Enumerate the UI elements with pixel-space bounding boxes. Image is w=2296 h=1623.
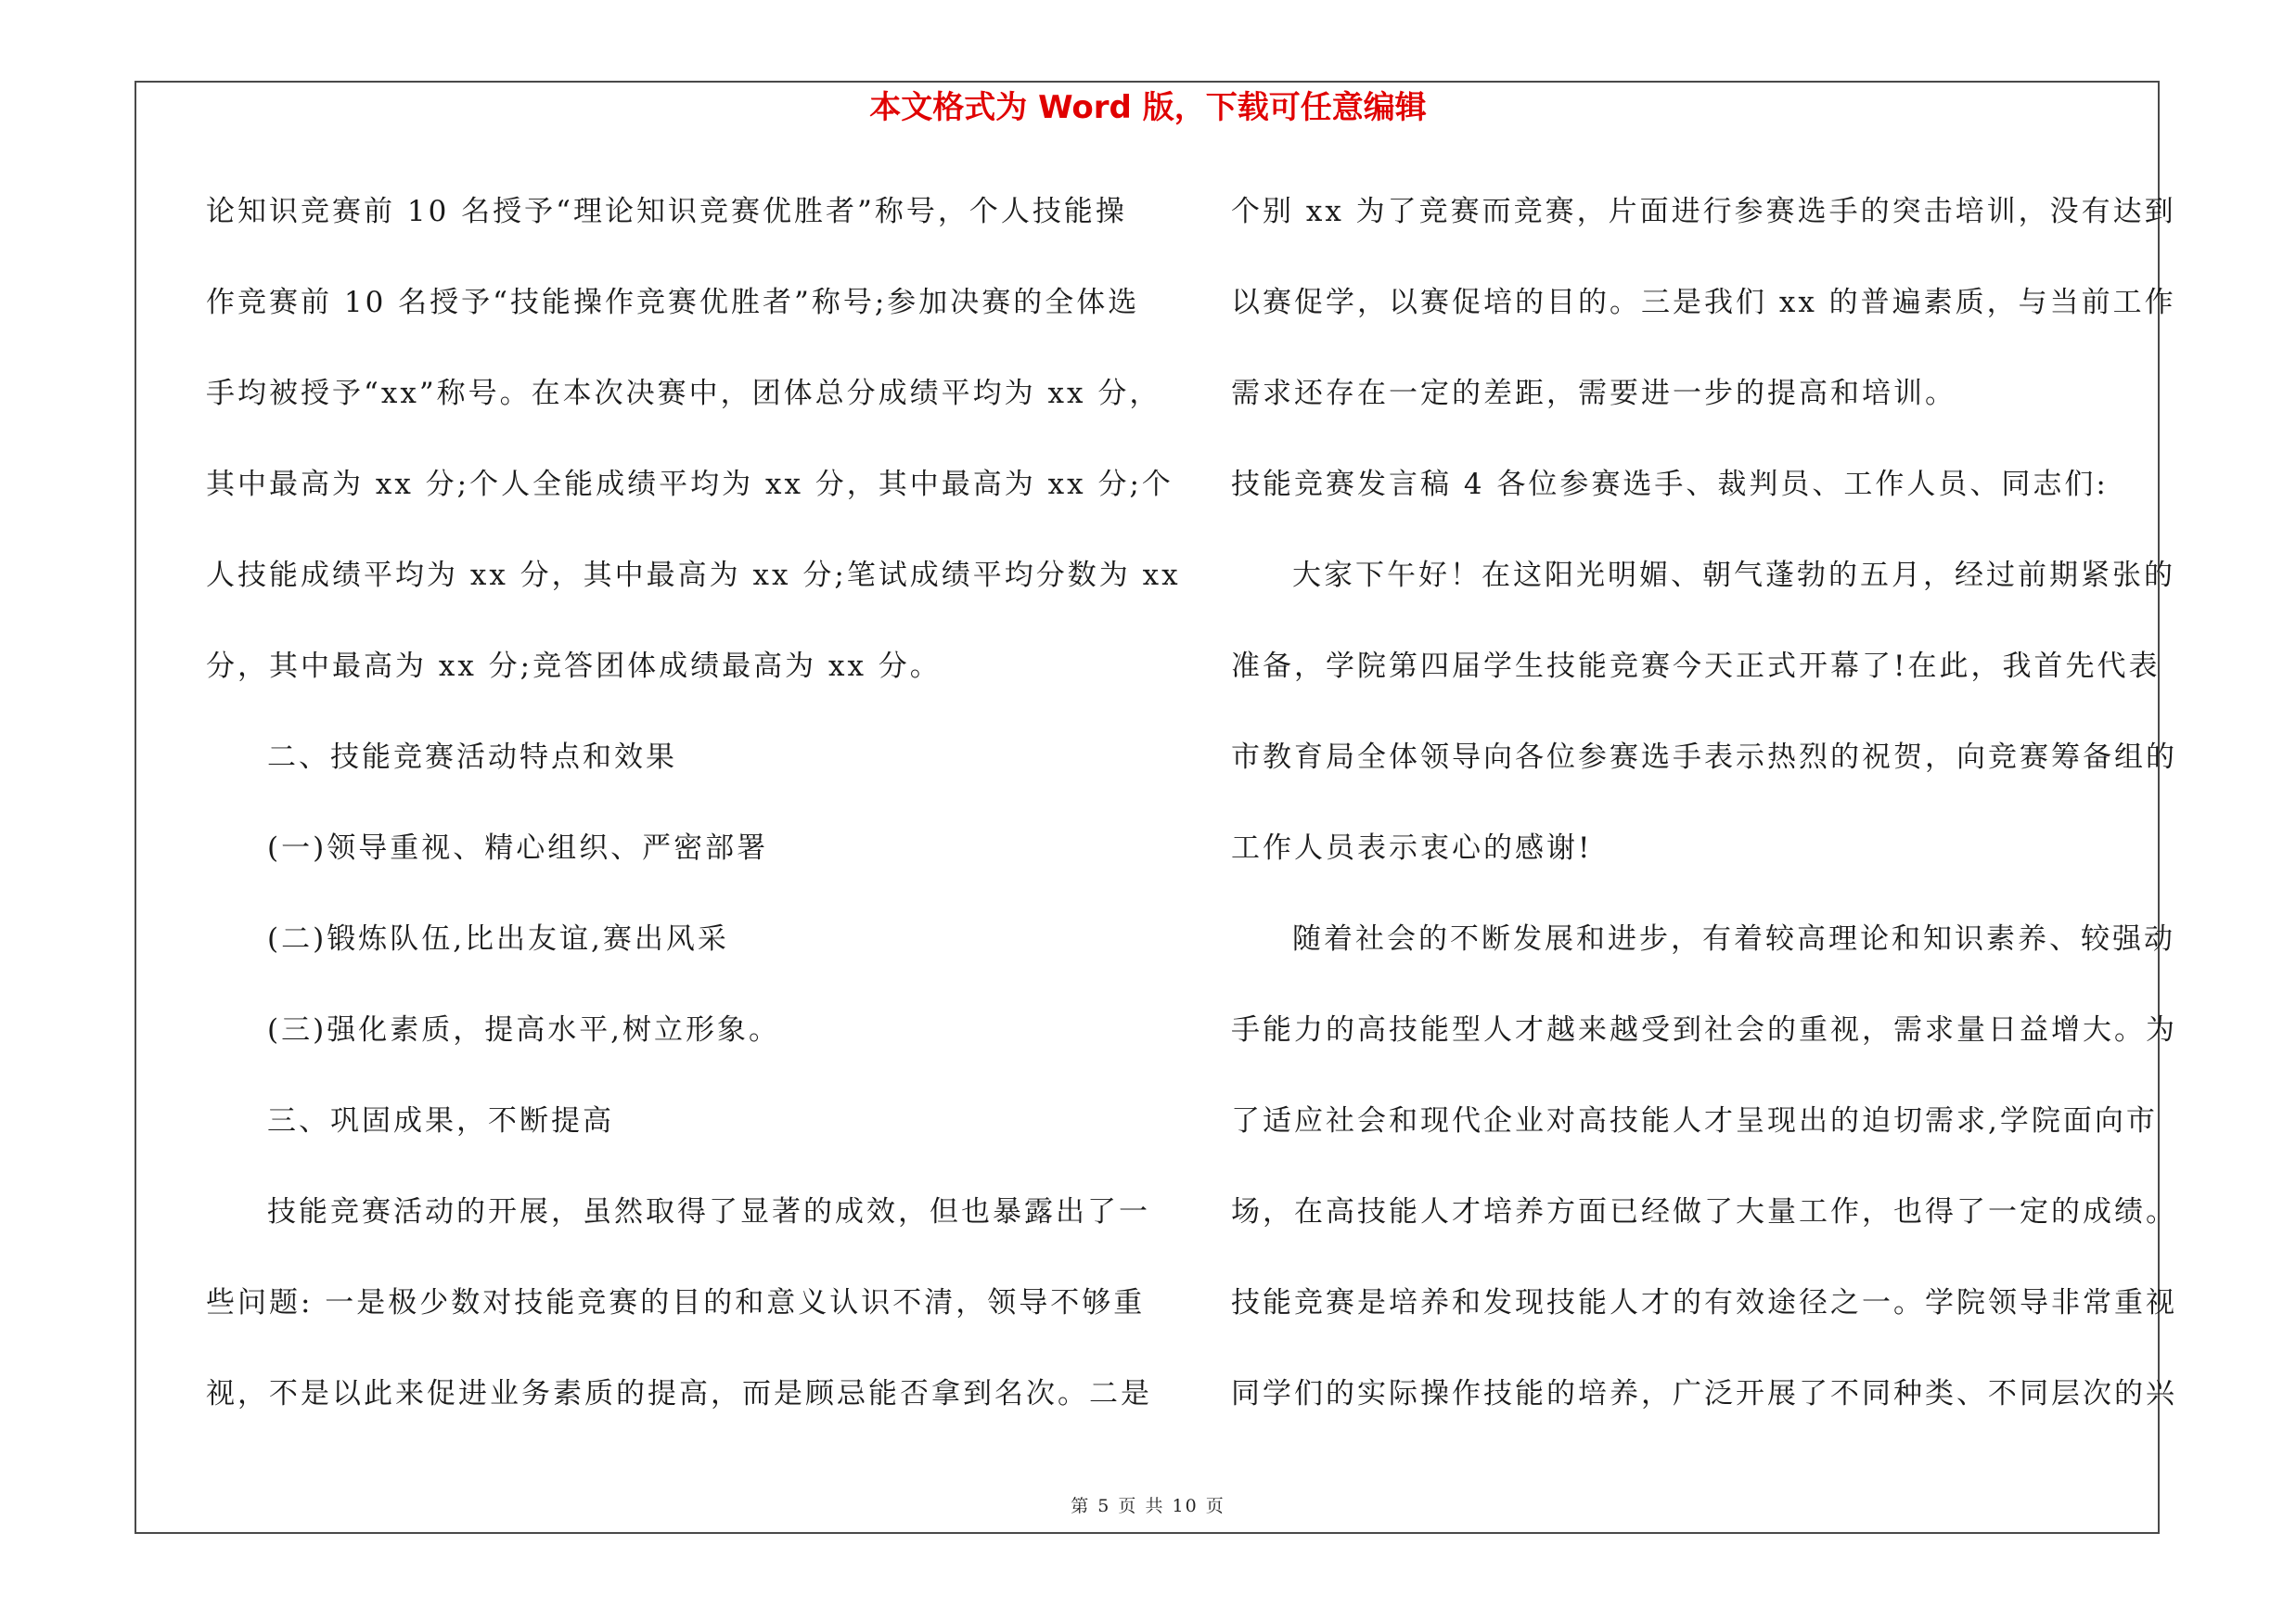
text-line: 些问题: 一是极少数对技能竞赛的目的和意义认识不清，领导不够重 xyxy=(206,1286,1146,1320)
text-line: (一)领导重视、精心组织、严密部署 xyxy=(267,831,769,865)
text-line: 视，不是以此来促进业务素质的提高，而是顾忌能否拿到名次。二是 xyxy=(206,1377,1152,1410)
page-number-footer: 第 5 页 共 10 页 xyxy=(1071,1496,1225,1516)
text-line: 作竞赛前 10 名授予“技能操作竞赛优胜者”称号;参加决赛的全体选 xyxy=(206,286,1140,319)
text-line: 技能竞赛是培养和发现技能人才的有效途径之一。学院领导非常重视 xyxy=(1231,1286,2177,1320)
text-line: 了适应社会和现代企业对高技能人才呈现出的迫切需求,学院面向市 xyxy=(1231,1104,2158,1138)
text-line: 随着社会的不断发展和进步，有着较高理论和知识素养、较强动 xyxy=(1292,922,2175,956)
text-line: 准备，学院第四届学生技能竞赛今天正式开幕了!在此，我首先代表 xyxy=(1231,650,2161,683)
text-line: 场，在高技能人才培养方面已经做了大量工作，也得了一定的成绩。 xyxy=(1231,1195,2177,1229)
text-line: 以赛促学，以赛促培的目的。三是我们 xx 的普遍素质，与当前工作 xyxy=(1231,286,2176,319)
text-line: 大家下午好！在这阳光明媚、朝气蓬勃的五月，经过前期紧张的 xyxy=(1292,559,2175,592)
text-line: 市教育局全体领导向各位参赛选手表示热烈的祝贺，向竞赛筹备组的 xyxy=(1231,741,2177,774)
text-line: 二、技能竞赛活动特点和效果 xyxy=(267,741,677,774)
text-line: 技能竞赛发言稿 4 各位参赛选手、裁判员、工作人员、同志们: xyxy=(1231,468,2109,501)
text-line: 论知识竞赛前 10 名授予“理论知识竞赛优胜者”称号，个人技能操 xyxy=(206,195,1127,228)
text-line: 三、巩固成果，不断提高 xyxy=(267,1104,614,1138)
text-line: 手能力的高技能型人才越来越受到社会的重视，需求量日益增大。为 xyxy=(1231,1013,2177,1047)
text-line: (三)强化素质，提高水平,树立形象。 xyxy=(267,1013,781,1047)
text-line: 分，其中最高为 xx 分;竞答团体成绩最高为 xx 分。 xyxy=(206,650,942,683)
text-line: 手均被授予“xx”称号。在本次决赛中，团体总分成绩平均为 xx 分， xyxy=(206,377,1161,410)
format-notice-banner: 本文格式为 Word 版，下载可任意编辑 xyxy=(869,89,1427,126)
text-line: 人技能成绩平均为 xx 分，其中最高为 xx 分;笔试成绩平均分数为 xx xyxy=(206,559,1181,592)
text-line: 同学们的实际操作技能的培养，广泛开展了不同种类、不同层次的兴 xyxy=(1231,1377,2177,1410)
text-line: 需求还存在一定的差距，需要进一步的提高和培训。 xyxy=(1231,377,1956,410)
left-text-column xyxy=(206,184,1181,1457)
text-line: 其中最高为 xx 分;个人全能成绩平均为 xx 分，其中最高为 xx 分;个 xyxy=(206,468,1174,501)
text-line: 技能竞赛活动的开展，虽然取得了显著的成效，但也暴露出了一 xyxy=(267,1195,1150,1229)
text-line: (二)锻炼队伍,比出友谊,赛出风采 xyxy=(267,922,729,956)
text-line: 个别 xx 为了竞赛而竞赛，片面进行参赛选手的突击培训，没有达到 xyxy=(1231,195,2176,228)
text-line: 工作人员表示衷心的感谢! xyxy=(1231,831,1593,865)
right-text-column xyxy=(1231,184,2177,1457)
